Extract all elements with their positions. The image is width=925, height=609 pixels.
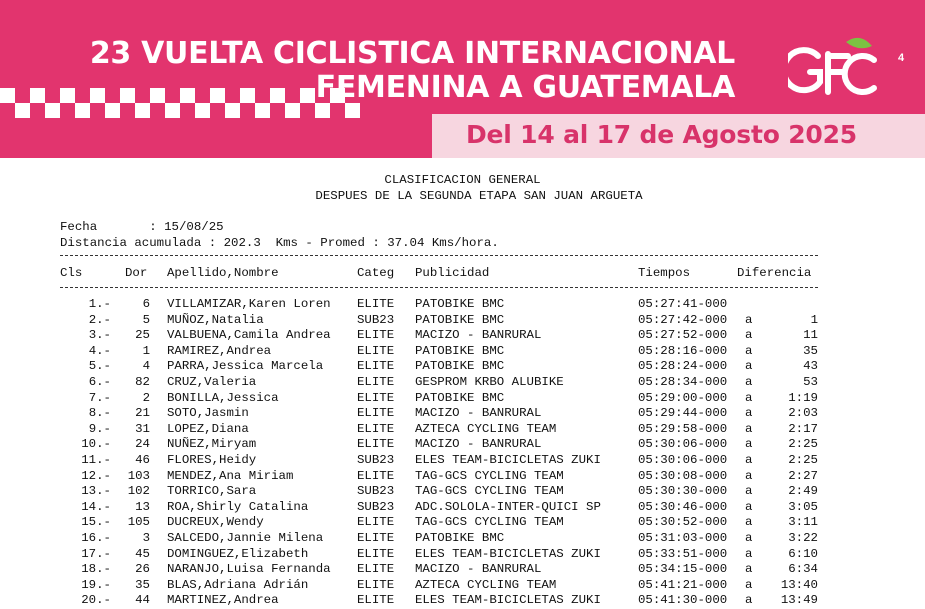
cell-name: TORRICO,Sara [167, 484, 257, 499]
cell-diff: 35 [803, 343, 818, 358]
cell-time: 05:31:03-000 [638, 531, 728, 545]
cell-team: TAG-GCS CYCLING TEAM [415, 515, 564, 530]
cell-diff: 13:40 [780, 577, 818, 592]
header-diferencia: Diferencia [737, 266, 812, 280]
cell-name: SALCEDO,Jannie Milena [167, 531, 324, 545]
cell-cls: 20.- [81, 593, 111, 608]
cell-time: 05:28:24-000 [638, 359, 728, 374]
cell-dor: 5 [142, 312, 150, 327]
speed-label: Promed [320, 236, 365, 250]
cell-cls: 13.- [81, 484, 111, 499]
cell-name: DUCREUX,Wendy [167, 515, 264, 530]
cell-a: a [745, 359, 753, 374]
cell-categ: SUB23 [357, 484, 395, 499]
checkered-flag-pattern [0, 88, 360, 118]
cell-team: ADC.SOLOLA-INTER-QUICI SP [415, 499, 601, 514]
cell-name: SOTO,Jasmin [167, 406, 249, 421]
cell-diff: 43 [803, 359, 818, 374]
cell-name: MENDEZ,Ana Miriam [167, 468, 294, 483]
cell-cls: 2.- [88, 312, 111, 327]
distance-label: Distancia acumulada [60, 236, 202, 250]
cell-team: MACIZO - BANRURAL [415, 406, 542, 421]
cell-team: ELES TEAM-BICICLETAS ZUKI [415, 593, 601, 608]
cell-diff: 13:49 [780, 593, 818, 608]
cell-categ: ELITE [357, 406, 395, 421]
table-row [0, 453, 925, 469]
cell-dor: 46 [135, 453, 150, 467]
table-row [0, 500, 925, 516]
table-row [0, 562, 925, 578]
cell-cls: 16.- [81, 531, 111, 545]
cell-diff: 2:17 [788, 421, 818, 436]
cell-name: ROA,Shirly Catalina [167, 499, 309, 514]
speed-unit: Kms/hora. [431, 236, 499, 250]
cell-diff: 11 [803, 328, 818, 343]
cell-diff: 6:34 [788, 562, 818, 577]
cell-categ: ELITE [357, 421, 395, 436]
cell-a: a [745, 546, 753, 561]
cell-diff: 2:03 [788, 406, 818, 421]
cell-a: a [745, 531, 753, 545]
cell-dor: 31 [135, 421, 150, 436]
cell-team: TAG-GCS CYCLING TEAM [415, 468, 564, 483]
cell-cls: 11.- [81, 453, 111, 467]
cell-time: 05:27:42-000 [638, 312, 728, 327]
cell-a: a [745, 375, 753, 389]
cell-categ: ELITE [357, 515, 395, 530]
table-row [0, 578, 925, 594]
cell-cls: 8.- [88, 406, 111, 421]
cell-dor: 3 [142, 531, 150, 545]
cell-a: a [745, 343, 753, 358]
cell-time: 05:30:08-000 [638, 468, 728, 483]
cell-team: ELES TEAM-BICICLETAS ZUKI [415, 546, 601, 561]
distance-value: 202.3 [223, 236, 261, 250]
cell-cls: 6.- [88, 375, 111, 389]
cell-categ: ELITE [357, 359, 395, 374]
table-row [0, 391, 925, 407]
cell-team: GESPROM KRBO ALUBIKE [415, 375, 564, 389]
cell-cls: 1.- [88, 297, 111, 311]
cell-team: TAG-GCS CYCLING TEAM [415, 484, 564, 499]
cell-name: LOPEZ,Diana [167, 421, 249, 436]
cell-time: 05:29:00-000 [638, 390, 728, 405]
cell-cls: 4.- [88, 343, 111, 358]
table-row [0, 406, 925, 422]
cell-cls: 10.- [81, 437, 111, 452]
cell-categ: ELITE [357, 390, 395, 405]
cell-categ: ELITE [357, 343, 395, 358]
cell-diff: 3:05 [788, 499, 818, 514]
date-range-bar [432, 114, 925, 158]
cell-time: 05:30:06-000 [638, 437, 728, 452]
cell-time: 05:34:15-000 [638, 562, 728, 577]
cell-team: PATOBIKE BMC [415, 390, 505, 405]
cell-a: a [745, 390, 753, 405]
cell-dor: 35 [135, 577, 150, 592]
cell-time: 05:28:16-000 [638, 343, 728, 358]
cell-a: a [745, 562, 753, 577]
table-row [0, 515, 925, 531]
cell-diff: 1:19 [788, 390, 818, 405]
cell-name: CRUZ,Valeria [167, 375, 257, 389]
separator-top [60, 255, 818, 256]
cell-a: a [745, 437, 753, 452]
cell-team: PATOBIKE BMC [415, 312, 505, 327]
table-row [0, 375, 925, 391]
cell-time: 05:29:44-000 [638, 406, 728, 421]
title-line-1: 23 VUELTA CICLISTICA INTERNACIONAL [89, 36, 735, 71]
report-subheading: DESPUES DE LA SEGUNDA ETAPA SAN JUAN ARGUETA [315, 189, 643, 203]
cell-a: a [745, 328, 753, 343]
table-row [0, 484, 925, 500]
cell-time: 05:30:52-000 [638, 515, 728, 530]
cell-time: 05:41:21-000 [638, 577, 728, 592]
cell-name: NARANJO,Luisa Fernanda [167, 562, 331, 577]
cell-diff: 1 [810, 312, 818, 327]
cell-dor: 102 [127, 484, 150, 499]
cell-a: a [745, 453, 753, 467]
cell-time: 05:28:34-000 [638, 375, 728, 389]
date-line: Fecha : 15/08/25 [60, 220, 224, 234]
date-label: Fecha [60, 220, 98, 234]
cell-categ: ELITE [357, 468, 395, 483]
table-row [0, 359, 925, 375]
cell-time: 05:41:30-000 [638, 593, 728, 608]
cell-categ: ELITE [357, 437, 395, 452]
cell-dor: 82 [135, 375, 150, 389]
cell-time: 05:29:58-000 [638, 421, 728, 436]
cell-time: 05:30:30-000 [638, 484, 728, 499]
table-row [0, 437, 925, 453]
cell-categ: ELITE [357, 531, 395, 545]
cell-a: a [745, 406, 753, 421]
cell-categ: SUB23 [357, 453, 395, 467]
report-heading: CLASIFICACION GENERAL [384, 173, 541, 187]
cell-name: FLORES,Heidy [167, 453, 257, 467]
cell-diff: 2:27 [788, 468, 818, 483]
cell-time: 05:27:52-000 [638, 328, 728, 343]
cell-dor: 21 [135, 406, 150, 421]
cell-team: PATOBIKE BMC [415, 297, 505, 311]
cell-team: ELES TEAM-BICICLETAS ZUKI [415, 453, 601, 467]
cell-team: MACIZO - BANRURAL [415, 437, 542, 452]
cell-dor: 6 [142, 297, 150, 311]
cell-name: VILLAMIZAR,Karen Loren [167, 297, 331, 311]
table-row [0, 297, 925, 313]
cell-categ: ELITE [357, 375, 395, 389]
cell-categ: SUB23 [357, 312, 395, 327]
cell-dor: 44 [135, 593, 150, 608]
cell-name: RAMIREZ,Andrea [167, 343, 272, 358]
cell-team: MACIZO - BANRURAL [415, 328, 542, 343]
header-tiempos: Tiempos [638, 266, 691, 280]
separator-bottom [60, 287, 818, 288]
cell-diff: 53 [803, 375, 818, 389]
cell-diff: 2:25 [788, 437, 818, 452]
cell-categ: ELITE [357, 593, 395, 608]
table-row [0, 469, 925, 485]
cell-dor: 24 [135, 437, 150, 452]
cell-cls: 7.- [88, 390, 111, 405]
gfc-logo-icon [788, 32, 884, 104]
cell-team: MACIZO - BANRURAL [415, 562, 542, 577]
header-publicidad: Publicidad [415, 266, 490, 280]
cell-team: AZTECA CYCLING TEAM [415, 577, 557, 592]
cell-diff: 3:22 [788, 531, 818, 545]
cell-time: 05:27:41-000 [638, 297, 728, 311]
cell-name: NUÑEZ,Miryam [167, 437, 257, 452]
table-row [0, 422, 925, 438]
header-name: Apellido,Nombre [167, 266, 279, 280]
cell-categ: ELITE [357, 577, 395, 592]
cell-a: a [745, 468, 753, 483]
cell-categ: ELITE [357, 562, 395, 577]
cell-dor: 103 [127, 468, 150, 483]
cell-diff: 3:11 [788, 515, 818, 530]
header-categ: Categ [357, 266, 395, 280]
speed-value: 37.04 [387, 236, 425, 250]
cell-categ: ELITE [357, 297, 395, 311]
distance-unit: Kms [275, 236, 298, 250]
cell-cls: 3.- [88, 328, 111, 343]
cell-cls: 15.- [81, 515, 111, 530]
table-row [0, 531, 925, 547]
cell-a: a [745, 484, 753, 499]
cell-cls: 9.- [88, 421, 111, 436]
cell-cls: 19.- [81, 577, 111, 592]
cell-dor: 45 [135, 546, 150, 561]
cell-dor: 26 [135, 562, 150, 577]
cell-categ: ELITE [357, 328, 395, 343]
table-row [0, 328, 925, 344]
distance-line: Distancia acumulada : 202.3 Kms - Promed : 37.04 Kms/hora. [60, 236, 499, 250]
cell-a: a [745, 421, 753, 436]
cell-diff: 6:10 [788, 546, 818, 561]
cell-name: BONILLA,Jessica [167, 390, 279, 405]
header-cls: Cls [60, 266, 83, 280]
date-value: 15/08/25 [164, 220, 224, 234]
page-number: 4 [898, 52, 905, 64]
cell-time: 05:30:06-000 [638, 453, 728, 467]
header-dor: Dor [125, 266, 148, 280]
cell-name: MUÑOZ,Natalia [167, 312, 264, 327]
cell-categ: SUB23 [357, 499, 395, 514]
cell-a: a [745, 499, 753, 514]
table-row [0, 344, 925, 360]
cell-cls: 18.- [81, 562, 111, 577]
cell-cls: 12.- [81, 468, 111, 483]
cell-team: PATOBIKE BMC [415, 359, 505, 374]
cell-name: DOMINGUEZ,Elizabeth [167, 546, 309, 561]
cell-a: a [745, 593, 753, 608]
cell-name: PARRA,Jessica Marcela [167, 359, 324, 374]
cell-a: a [745, 312, 753, 327]
cell-a: a [745, 515, 753, 530]
cell-dor: 2 [142, 390, 150, 405]
cell-team: PATOBIKE BMC [415, 531, 505, 545]
cell-team: PATOBIKE BMC [415, 343, 505, 358]
table-row [0, 313, 925, 329]
cell-dor: 25 [135, 328, 150, 343]
title-line-2: FEMENINA A GUATEMALA [315, 70, 735, 105]
cell-dor: 1 [142, 343, 150, 358]
cell-cls: 5.- [88, 359, 111, 374]
cell-dor: 13 [135, 499, 150, 514]
cell-time: 05:33:51-000 [638, 546, 728, 561]
cell-dor: 105 [127, 515, 150, 530]
table-row [0, 547, 925, 563]
header-banner [0, 0, 925, 158]
cell-time: 05:30:46-000 [638, 499, 728, 514]
cell-diff: 2:49 [788, 484, 818, 499]
date-range-text: Del 14 al 17 de Agosto 2025 [466, 120, 857, 149]
cell-diff: 2:25 [788, 453, 818, 467]
cell-name: BLAS,Adriana Adrián [167, 577, 309, 592]
cell-cls: 14.- [81, 499, 111, 514]
cell-dor: 4 [142, 359, 150, 374]
cell-name: MARTINEZ,Andrea [167, 593, 279, 608]
cell-categ: ELITE [357, 546, 395, 561]
cell-name: VALBUENA,Camila Andrea [167, 328, 331, 343]
cell-a: a [745, 577, 753, 592]
cell-cls: 17.- [81, 546, 111, 561]
cell-team: AZTECA CYCLING TEAM [415, 421, 557, 436]
